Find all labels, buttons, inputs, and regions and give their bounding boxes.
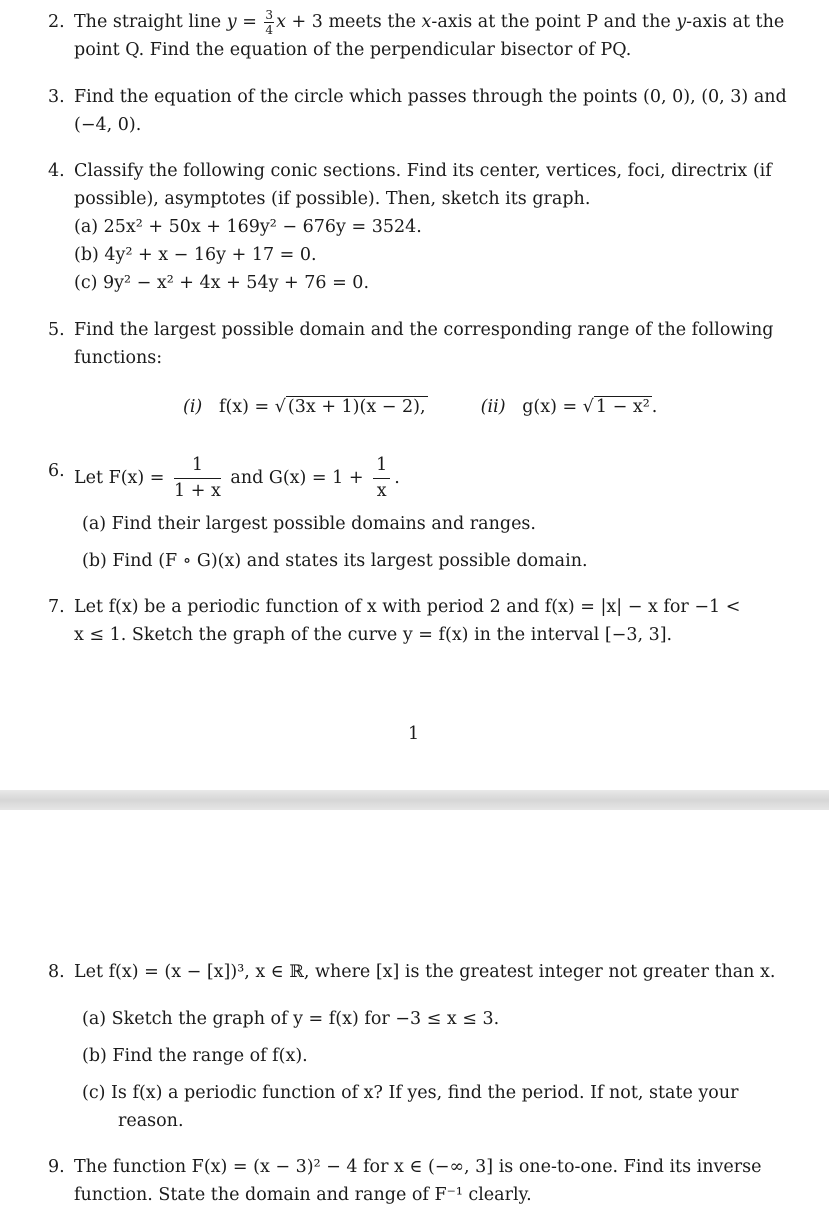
q6-part-a: (a) Find their largest possible domains and ranges. — [82, 514, 536, 534]
q7-line-2: x ≤ 1. Sketch the graph of the curve y = f(x) in the interval [−3, 3]. — [74, 625, 673, 645]
q8-part-c-line-1: (c) Is f(x) a periodic function of x? If yes, find the period. If not, state your — [82, 1083, 739, 1103]
q7-line-1: Let f(x) be a periodic function of x with period 2 and f(x) = |x| − x for −1 < — [74, 597, 741, 617]
q8-line-1: Let f(x) = (x − [x])³, x ∈ ℝ, where [x] is the greatest integer not greater than x. — [74, 962, 776, 982]
q6-part-b: (b) Find (F ∘ G)(x) and states its largest possible domain. — [82, 551, 588, 571]
fraction-F — [174, 455, 221, 502]
q4-line-1: Classify the following conic sections. Find its center, vertices, foci, directrix (if — [74, 161, 772, 181]
q5-functions — [183, 393, 657, 421]
q5-i-label: (i) — [183, 397, 203, 417]
question-5 — [48, 316, 814, 372]
question-3 — [48, 83, 814, 139]
q9-line-2: function. State the domain and range of F⁻¹ clearly. — [74, 1185, 532, 1205]
q4-part-a: (a) 25x² + 50x + 169y² − 676y = 3524. — [74, 217, 422, 237]
question-2: 2. The straight line y = $\frac{3}{4}$ x + 3 meets the x-axis at the point P and the y-axis at the point Q. Find the equation of the perpendicular bisector of PQ. — [48, 8, 785, 60]
question-number: 4. — [48, 161, 65, 181]
question-4 — [48, 157, 814, 297]
q2-text-d: -axis at the — [686, 12, 785, 32]
question-8 — [48, 958, 814, 986]
sqrt-symbol: √ 1 − x² — [582, 397, 650, 417]
question-6 — [48, 455, 814, 502]
q3-line-1: Find the equation of the circle which passes through the points (0, 0), (0, 3) and — [74, 87, 787, 107]
q6-parts — [82, 510, 588, 575]
q2-text-c: -axis at the point P and the — [431, 12, 677, 32]
q8-part-a: (a) Sketch the graph of y = f(x) for −3 ≤ x ≤ 3. — [82, 1009, 500, 1029]
page-separator — [0, 790, 829, 810]
fraction-G-numerator: 1 — [373, 455, 390, 479]
page-2 — [0, 810, 829, 1226]
question-7 — [48, 593, 814, 649]
question-number: 3. — [48, 87, 65, 107]
q8-part-c-line-2: reason. — [118, 1111, 184, 1131]
q8-parts — [82, 1005, 812, 1135]
var-y: y — [226, 12, 237, 32]
question-9 — [48, 1153, 814, 1209]
q2-text-b: meets the — [322, 12, 422, 32]
q8-part-b: (b) Find the range of f(x). — [82, 1046, 308, 1066]
q5-ii-label: (ii) — [480, 397, 506, 417]
question-number: 6. — [48, 461, 65, 481]
q2-text-a: The straight line — [74, 12, 227, 32]
page-number: 1 — [408, 724, 420, 744]
fraction-G-denominator: x — [376, 481, 387, 501]
question-number: 8. — [48, 962, 65, 982]
q5-line-1: Find the largest possible domain and the corresponding range of the following — [74, 320, 774, 340]
fraction-three-quarters: $\frac{3}{4}$ — [265, 8, 274, 37]
fraction-F-numerator: 1 — [174, 455, 221, 479]
q6-let: Let F(x) = — [74, 468, 171, 488]
q3-line-2: (−4, 0). — [74, 115, 142, 135]
question-number: 7. — [48, 597, 65, 617]
q5-i-lhs: f(x) = — [218, 397, 275, 417]
q5-ii-end: . — [651, 397, 658, 417]
q2-text-e: point Q. Find the equation of the perpendicular bisector of PQ. — [74, 40, 632, 60]
question-number: 9. — [48, 1157, 65, 1177]
question-number: 2. — [48, 12, 65, 32]
q5-i-radicand: (3x + 1)(x − 2), — [287, 397, 426, 417]
q5-line-2: functions: — [74, 348, 163, 368]
q6-end: . — [394, 468, 400, 488]
fraction-G — [373, 455, 390, 502]
sqrt-symbol: √ (3x + 1)(x − 2), — [274, 397, 426, 417]
question-number: 5. — [48, 320, 65, 340]
q4-part-c: (c) 9y² − x² + 4x + 54y + 76 = 0. — [74, 273, 370, 293]
q6-and: and G(x) = 1 + — [224, 468, 370, 488]
q5-ii-lhs: g(x) = — [522, 397, 583, 417]
q4-part-b: (b) 4y² + x − 16y + 17 = 0. — [74, 245, 317, 265]
q9-line-1: The function F(x) = (x − 3)² − 4 for x ∈ (−∞, 3] is one-to-one. Find its inverse — [74, 1157, 762, 1177]
fraction-F-denominator: 1 + x — [174, 481, 221, 501]
q5-ii-radicand: 1 − x² — [595, 397, 650, 417]
q4-line-2: possible), asymptotes (if possible). Then, sketch its graph. — [74, 189, 591, 209]
